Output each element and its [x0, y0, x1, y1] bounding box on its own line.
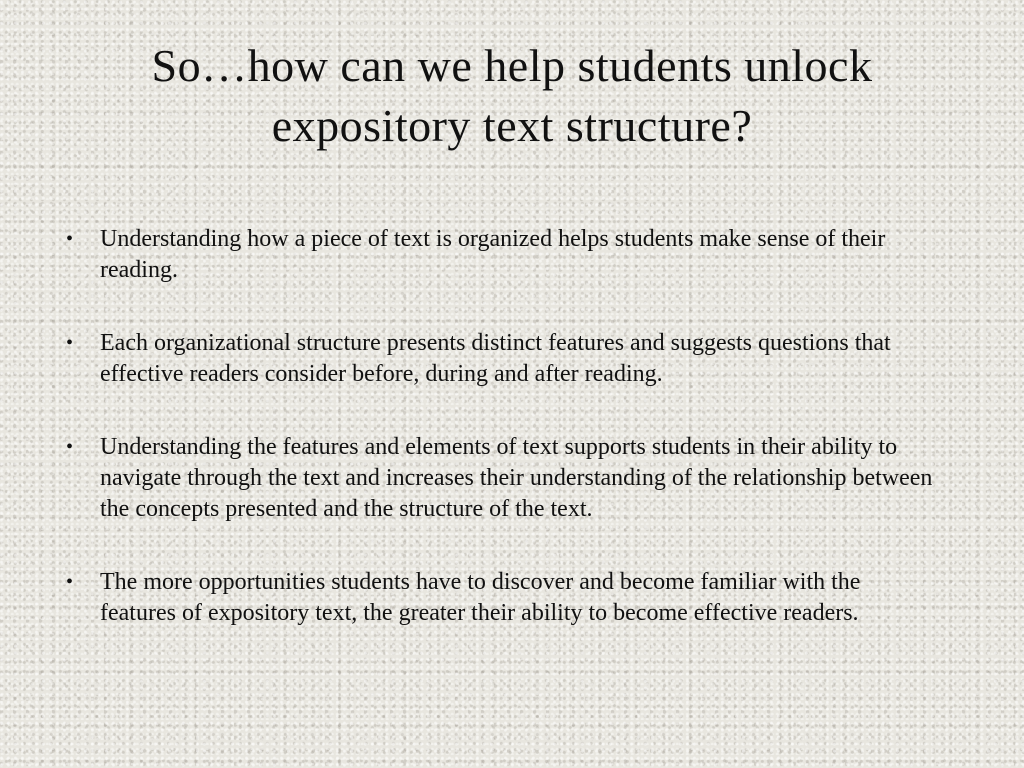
bullet-marker: •	[66, 436, 74, 458]
bullet-item	[62, 567, 942, 629]
bullet-text: Understanding the features and elements of text supports students in their ability to navigate through the text and increases their understanding of the relationship between the concepts presented and the structure of the text.	[100, 434, 933, 522]
bullet-item	[62, 432, 942, 525]
bullet-marker: •	[66, 332, 74, 354]
bullet-marker: •	[66, 571, 74, 593]
bullet-text: Each organizational structure presents distinct features and suggests questions that effective readers consider before, during and after reading.	[100, 330, 891, 387]
bullet-marker: •	[66, 228, 74, 250]
bullet-text: The more opportunities students have to discover and become familiar with the features of expository text, the greater their ability to become effective readers.	[100, 569, 861, 626]
bullet-item	[62, 224, 942, 286]
bullet-text: Understanding how a piece of text is organized helps students make sense of their reading.	[100, 226, 886, 283]
bullet-item	[62, 328, 942, 390]
slide-title: So…how can we help students unlock expository text structure?	[151, 40, 873, 151]
bullet-list	[62, 224, 942, 671]
